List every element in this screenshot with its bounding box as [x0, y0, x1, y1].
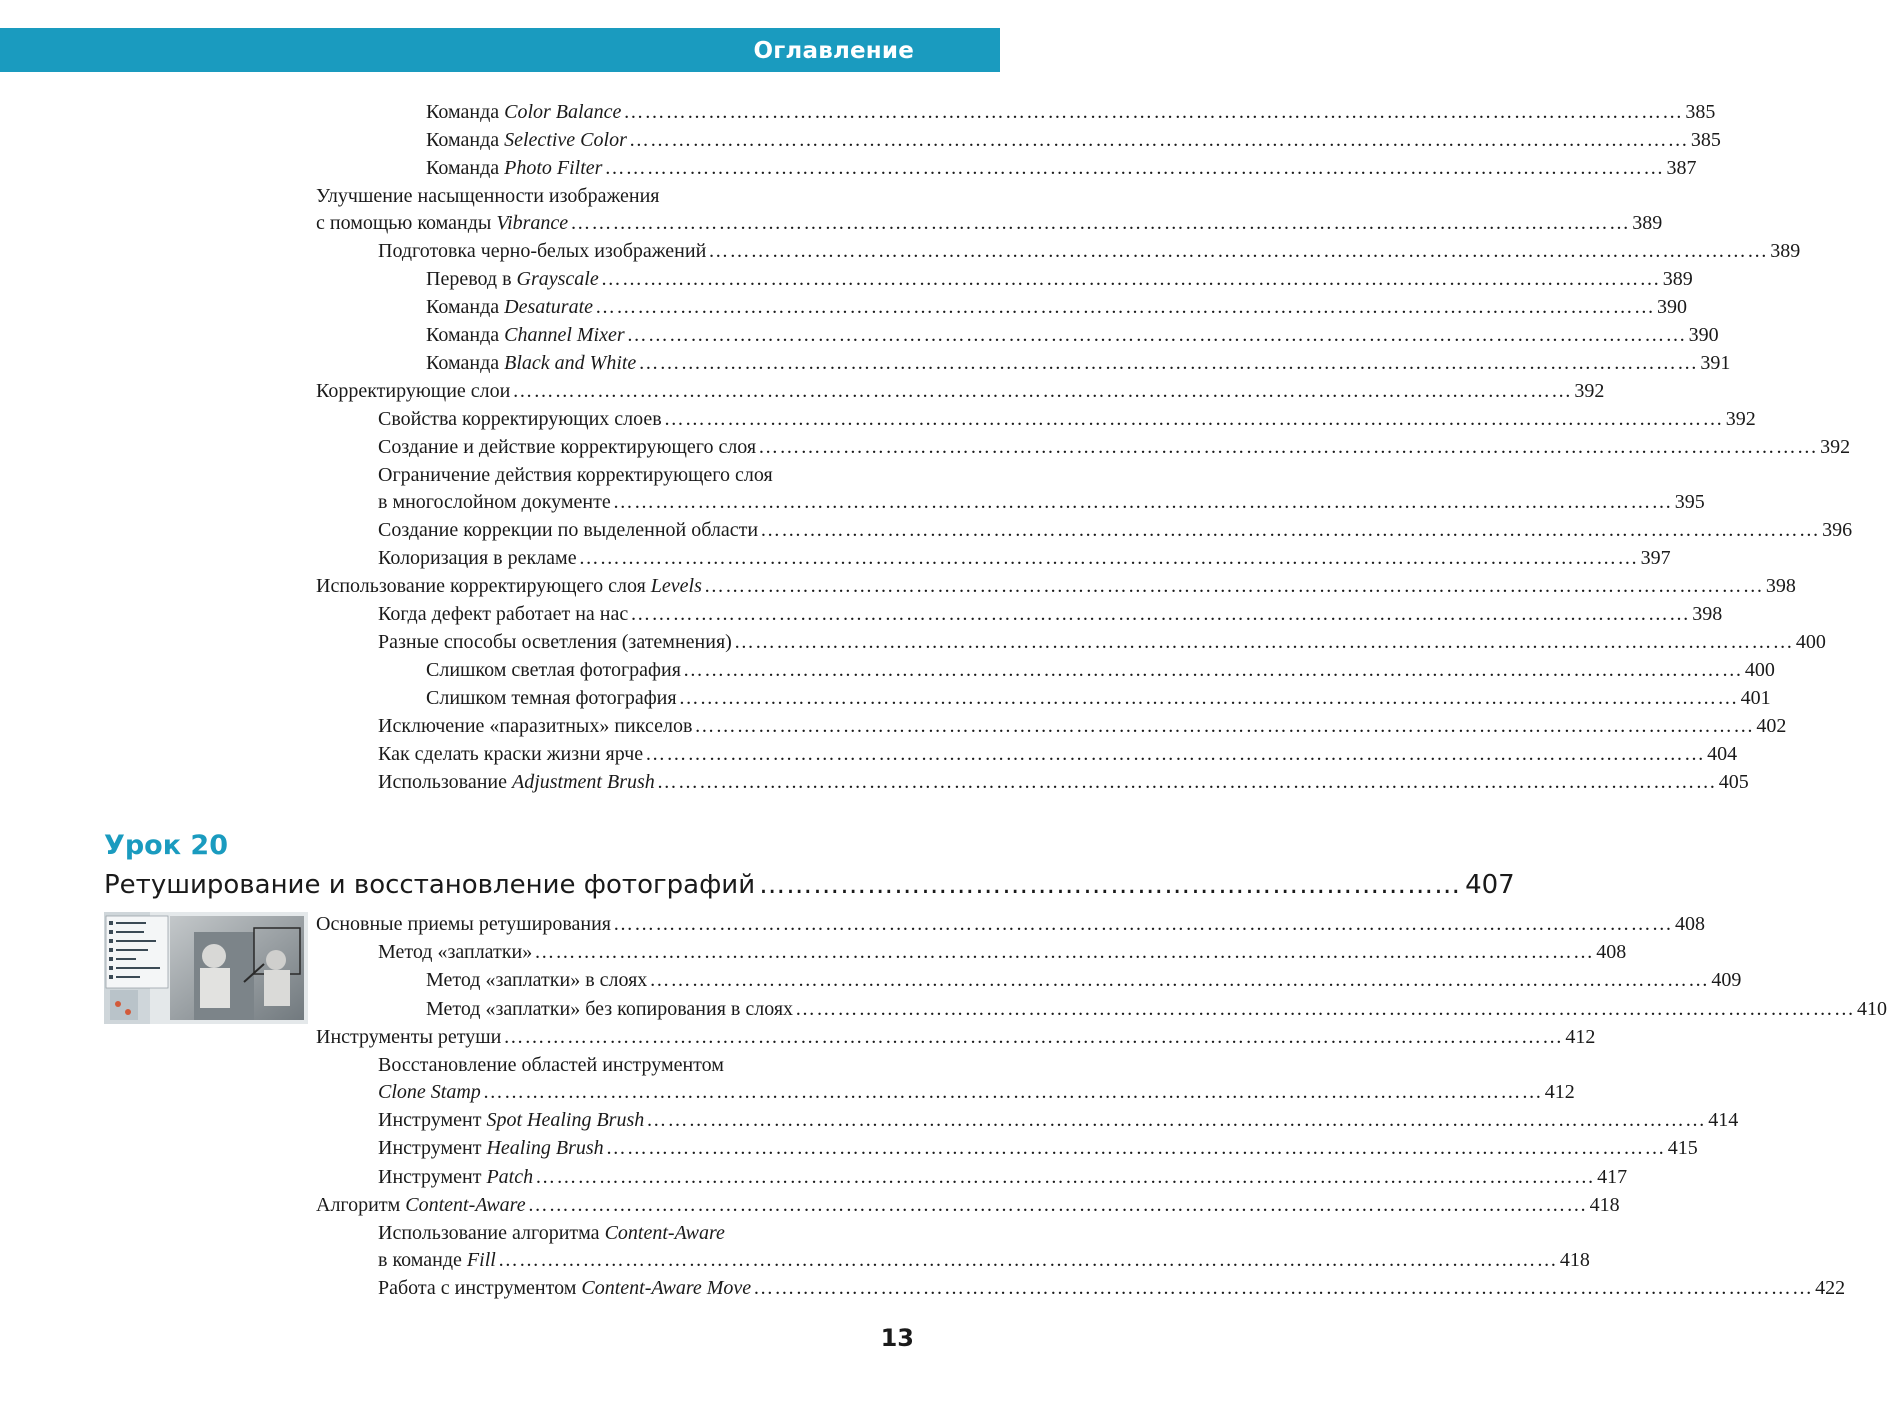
toc-entry-label: [316, 377, 510, 405]
toc-entry-label: [378, 1078, 481, 1106]
toc-entry-label: [426, 126, 627, 154]
toc-entry[interactable]: [378, 1246, 1590, 1274]
leader-dots: ……………………………………………………………………………………………………………………………………: [503, 1025, 1564, 1048]
toc-entry-text: Использование корректирующего слоя: [316, 575, 651, 597]
leader-dots: ……………………………………………………………………………………………………………………………………: [595, 296, 1656, 318]
toc-entry-label: [378, 405, 662, 433]
toc-entry[interactable]: [426, 684, 1771, 712]
toc-entry[interactable]: [426, 656, 1775, 684]
leader-dots: ……………………………………………………………………………………………………………………………………: [646, 1109, 1707, 1132]
toc-entry-first-line: [378, 1051, 724, 1079]
toc-entry-label: [378, 1246, 496, 1274]
toc-entry-italic: Content-Aware Move: [581, 1277, 752, 1300]
toc-entry-label: [426, 98, 621, 126]
leader-dots: ……………………………………………………………………………………………………………………………………: [708, 240, 1769, 262]
toc-entry-label: [426, 349, 636, 377]
toc-entry-italic: Content-Aware: [405, 1193, 526, 1216]
toc-entry[interactable]: [378, 1134, 1698, 1162]
toc-entry-text: Инструменты ретуши: [316, 1025, 502, 1048]
toc-entry[interactable]: [378, 740, 1738, 768]
toc-entry-text: Инструмент: [378, 1109, 487, 1132]
leader-dots: ……………………………………………………………………………………………………………………………………: [512, 380, 1573, 402]
toc-entry-page: 392: [1725, 408, 1756, 430]
toc-entry-text: Слишком светлая фотография: [426, 659, 681, 681]
toc-entry-page: 418: [1589, 1193, 1620, 1216]
toc-entry[interactable]: [378, 433, 1851, 461]
toc-entry-text: с помощью команды: [316, 212, 497, 234]
toc-entry[interactable]: [378, 628, 1826, 656]
toc-entry-page: 410: [1857, 997, 1887, 1020]
toc-entry-text: Корректирующие слои: [316, 380, 511, 402]
toc-entry-page: 389: [1632, 212, 1663, 234]
toc-entry-label: [378, 433, 756, 461]
leader-dots: ……………………………………………………………………………………………………………………………………: [733, 631, 1794, 653]
toc-entry-text: Команда: [426, 157, 505, 179]
toc-entry-italic: Desaturate: [504, 296, 594, 318]
toc-entry-page: 412: [1544, 1081, 1575, 1103]
toc-entry-page: 414: [1708, 1109, 1739, 1132]
toc-entry-italic: Adjustment Brush: [511, 771, 655, 793]
toc-entry-label: [378, 1274, 751, 1302]
toc-entry[interactable]: [378, 1078, 1575, 1106]
toc-entry-text: Метод «заплатки» в слоях: [426, 969, 648, 992]
toc-entry-label: [426, 293, 593, 321]
toc-entry-label: [378, 544, 577, 572]
toc-entry-page: 404: [1707, 743, 1738, 765]
toc-entry-first-line: [316, 182, 659, 210]
toc-entry-page: 389: [1662, 268, 1693, 290]
toc-entry-text: Инструмент: [378, 1165, 487, 1188]
leader-dots: ……………………………………………………………………………………………………………………………………: [758, 436, 1819, 458]
toc-entry[interactable]: [426, 154, 1697, 182]
toc-entry-page: 400: [1744, 659, 1775, 681]
toc-entry-italic: Healing Brush: [486, 1137, 604, 1160]
toc-entry-text: Метод «заплатки» без копирования в слоях: [426, 997, 794, 1020]
lesson-title-row[interactable]: [104, 870, 1515, 900]
toc-entry[interactable]: [316, 377, 1605, 405]
toc-entry-label: [426, 656, 681, 684]
toc-entry-page: 385: [1690, 129, 1721, 151]
page-number: 13: [880, 1324, 914, 1352]
lesson-thumbnail: [104, 912, 308, 1024]
toc-entry-label: [378, 938, 532, 966]
toc-entry-page: 405: [1718, 771, 1749, 793]
toc-entry[interactable]: [378, 237, 1801, 265]
toc-entry[interactable]: [378, 1274, 1846, 1302]
toc-entry-label: [378, 488, 611, 516]
toc-entry[interactable]: [378, 405, 1756, 433]
toc-entry-page: 390: [1657, 296, 1688, 318]
toc-entry-text: Использование: [378, 771, 512, 793]
toc-entry-text: Инструмент: [378, 1137, 487, 1160]
leader-dots: ……………………………………………………………………………………………………………………………………: [645, 743, 1706, 765]
leader-dots: ……………………………………………………………………………………………………………………………………: [570, 212, 1631, 234]
toc-entry-first-line: [378, 1219, 725, 1247]
leader-dots: ……………………………………………………………………………………………………………………………………: [630, 603, 1691, 625]
toc-entry-italic: Content-Aware: [604, 1222, 725, 1244]
toc-entry[interactable]: [378, 488, 1705, 516]
leader-dots: ……………………………………………………………………………………………………………………………………: [497, 1249, 1558, 1271]
toc-entry-label: [426, 966, 647, 994]
toc-entry-text: Улучшение насыщенности изображения: [316, 185, 660, 207]
toc-entry-italic: Grayscale: [516, 268, 599, 290]
toc-entry-italic: Levels: [650, 575, 702, 597]
leader-dots: ……………………………………………………………………………………………………………………………………: [605, 1137, 1666, 1160]
toc-entry-italic: Color Balance: [504, 101, 622, 123]
toc-entry-text: Восстановление областей инструментом: [378, 1054, 724, 1076]
toc-entry-page: 409: [1711, 969, 1742, 992]
toc-entry-label: [426, 154, 602, 182]
toc-entry-label: [378, 712, 692, 740]
toc-entry[interactable]: [378, 600, 1723, 628]
toc-entry-page: 396: [1822, 519, 1853, 541]
toc-entry-page: 387: [1666, 157, 1697, 179]
lesson-number: Урок 20: [104, 830, 228, 861]
toc-entry-text: Команда: [426, 296, 505, 318]
toc-entry-page: 400: [1795, 631, 1826, 653]
toc-entry-text: Использование алгоритма: [378, 1222, 605, 1244]
toc-entry-label: [316, 209, 568, 237]
leader-dots: ……………………………………………………………………………………………………………………………………: [534, 941, 1595, 964]
leader-dots: ……………………………………………………………………………………………………………………………………: [623, 101, 1684, 123]
toc-entry[interactable]: [378, 516, 1853, 544]
toc-entry-italic: Clone Stamp: [378, 1081, 481, 1103]
toc-entry-page: 402: [1756, 715, 1787, 737]
toc-entry-text: в команде: [378, 1249, 467, 1271]
toc-entry-label: [378, 1106, 644, 1134]
toc-entry-page: 392: [1574, 380, 1605, 402]
leader-dots: ……………………………………………………………………………………………………………………………………: [760, 519, 1821, 541]
toc-entry-text: Перевод в: [426, 268, 517, 290]
toc-entry-text: Ограничение действия корректирующего слоя: [378, 464, 773, 486]
leader-dots: ……………………………………………………………………………………………………………………………………: [535, 1165, 1596, 1188]
toc-entry[interactable]: [426, 293, 1688, 321]
toc-entry-text: Подготовка черно-белых изображений: [378, 240, 707, 262]
toc-entry[interactable]: [378, 1106, 1739, 1134]
toc-entry-text: Метод «заплатки»: [378, 941, 533, 964]
toc-entry-text: Исключение «паразитных» пикселов: [378, 715, 693, 737]
toc-entry-text: Когда дефект работает на нас: [378, 603, 629, 625]
toc-entry-text: Команда: [426, 352, 505, 374]
toc-entry-label: [378, 1134, 604, 1162]
toc-entry-text: Как сделать краски жизни ярче: [378, 743, 644, 765]
toc-entry[interactable]: [378, 712, 1787, 740]
toc-entry-text: Алгоритм: [316, 1193, 406, 1216]
toc-entry-label: [378, 237, 706, 265]
leader-dots: ……………………………………………………………………………………………………………………………………: [753, 1277, 1814, 1300]
leader-dots: ……………………………………………………………………………………………………………………………………: [578, 547, 1639, 569]
toc-entry-italic: Patch: [486, 1165, 534, 1188]
toc-entry[interactable]: [316, 1023, 1596, 1051]
toc-entry-label: [378, 1163, 533, 1191]
toc-entry-text: в многослойном документе: [378, 491, 611, 513]
leader-dots: ……………………………………………………………………………………………………………………………………: [795, 997, 1856, 1020]
toc-entry-label: [426, 321, 625, 349]
toc-entry-italic: Vibrance: [496, 212, 569, 234]
toc-entry[interactable]: [426, 349, 1731, 377]
toc-entry-label: [316, 572, 702, 600]
toc-entry[interactable]: [378, 544, 1671, 572]
leader-dots: ……………………………………………………………………: [759, 870, 1462, 900]
toc-entry[interactable]: [316, 572, 1796, 600]
toc-entry-text: Разные способы осветления (затемнения): [378, 631, 732, 653]
leader-dots: ……………………………………………………………………………………………………………………………………: [663, 408, 1724, 430]
toc-entry-text: Слишком темная фотография: [426, 687, 677, 709]
toc-entry-label: [378, 740, 643, 768]
leader-dots: ……………………………………………………………………………………………………………………………………: [482, 1081, 1543, 1103]
leader-dots: ……………………………………………………………………………………………………………………………………: [626, 324, 1687, 346]
toc-entry-text: Основные приемы ретуширования: [316, 913, 611, 935]
toc-entry-label: [378, 628, 732, 656]
toc-entry-text: Свойства корректирующих слоев: [378, 408, 662, 430]
toc-entry-text: Создание коррекции по выделенной области: [378, 519, 759, 541]
toc-entry[interactable]: [316, 910, 1705, 938]
photoshop-tools-screenshot-icon: [104, 912, 308, 1024]
section-title: Оглавление: [753, 38, 914, 64]
leader-dots: ……………………………………………………………………………………………………………………………………: [527, 1193, 1588, 1216]
toc-entry-page: 398: [1692, 603, 1723, 625]
leader-dots: ……………………………………………………………………………………………………………………………………: [638, 352, 1699, 374]
toc-entry-label: [316, 1191, 526, 1219]
toc-entry-page: 389: [1770, 240, 1801, 262]
toc-entry-page: 408: [1596, 941, 1627, 964]
toc-entry-label: [426, 995, 793, 1023]
toc-entry-text: Работа с инструментом: [378, 1277, 582, 1300]
toc-entry[interactable]: [378, 768, 1749, 796]
toc-entry-page: 398: [1765, 575, 1796, 597]
toc-entry-page: 401: [1740, 687, 1771, 709]
leader-dots: ……………………………………………………………………………………………………………………………………: [612, 913, 1673, 935]
leader-dots: ……………………………………………………………………………………………………………………………………: [656, 771, 1717, 793]
toc-entry-label: [316, 1023, 501, 1051]
toc-entry-text: Команда: [426, 129, 505, 151]
toc-entry-page: 385: [1685, 101, 1716, 123]
toc-entry-text: Создание и действие корректирующего слоя: [378, 436, 757, 458]
toc-entry[interactable]: [426, 265, 1693, 293]
leader-dots: ……………………………………………………………………………………………………………………………………: [649, 969, 1710, 992]
leader-dots: ……………………………………………………………………………………………………………………………………: [682, 659, 1743, 681]
toc-entry-page: 415: [1667, 1137, 1698, 1160]
toc-entry-page: 418: [1559, 1249, 1590, 1271]
toc-entry-page: 392: [1820, 436, 1851, 458]
toc-entry-label: [378, 768, 655, 796]
toc-entry[interactable]: [378, 1163, 1628, 1191]
toc-entry-label: [426, 684, 677, 712]
toc-entry-italic: Selective Color: [504, 129, 627, 151]
toc-entry[interactable]: [426, 966, 1742, 994]
toc-entry[interactable]: [316, 209, 1663, 237]
toc-entry-label: [378, 516, 758, 544]
lesson-title: Ретуширование и восстановление фотографий: [104, 870, 756, 900]
leader-dots: ……………………………………………………………………………………………………………………………………: [703, 575, 1764, 597]
toc-entry[interactable]: [378, 938, 1627, 966]
leader-dots: ……………………………………………………………………………………………………………………………………: [600, 268, 1661, 290]
toc-entry-text: Команда: [426, 101, 505, 123]
toc-entry-italic: Black and White: [504, 352, 637, 374]
leader-dots: ……………………………………………………………………………………………………………………………………: [604, 157, 1665, 179]
toc-entry[interactable]: [426, 126, 1721, 154]
toc-entry-page: 397: [1640, 547, 1671, 569]
toc-entry-label: [378, 600, 628, 628]
toc-entry-italic: Photo Filter: [504, 157, 603, 179]
toc-entry-page: 395: [1674, 491, 1705, 513]
lesson-page: 407: [1465, 870, 1515, 900]
toc-entry-label: [426, 265, 599, 293]
toc-entry-page: 412: [1565, 1025, 1596, 1048]
toc-entry[interactable]: [316, 1191, 1620, 1219]
toc-entry-page: 408: [1674, 913, 1705, 935]
leader-dots: ……………………………………………………………………………………………………………………………………: [612, 491, 1673, 513]
toc-entry-italic: Spot Healing Brush: [486, 1109, 645, 1132]
toc-entry-page: 422: [1815, 1277, 1846, 1300]
toc-entry-page: 417: [1597, 1165, 1628, 1188]
toc-entry-page: 390: [1688, 324, 1719, 346]
toc-entry-italic: Fill: [466, 1249, 496, 1271]
toc-entry-page: 391: [1700, 352, 1731, 374]
toc-entry-first-line: [378, 461, 773, 489]
toc-entry[interactable]: [426, 321, 1719, 349]
toc-entry-italic: Channel Mixer: [504, 324, 625, 346]
toc-entry-text: Колоризация в рекламе: [378, 547, 577, 569]
leader-dots: ……………………………………………………………………………………………………………………………………: [628, 129, 1689, 151]
toc-entry[interactable]: [426, 995, 1887, 1023]
leader-dots: ……………………………………………………………………………………………………………………………………: [678, 687, 1739, 709]
leader-dots: ……………………………………………………………………………………………………………………………………: [694, 715, 1755, 737]
toc-entry-label: [316, 910, 611, 938]
toc-entry-text: Команда: [426, 324, 505, 346]
toc-entry[interactable]: [426, 98, 1716, 126]
